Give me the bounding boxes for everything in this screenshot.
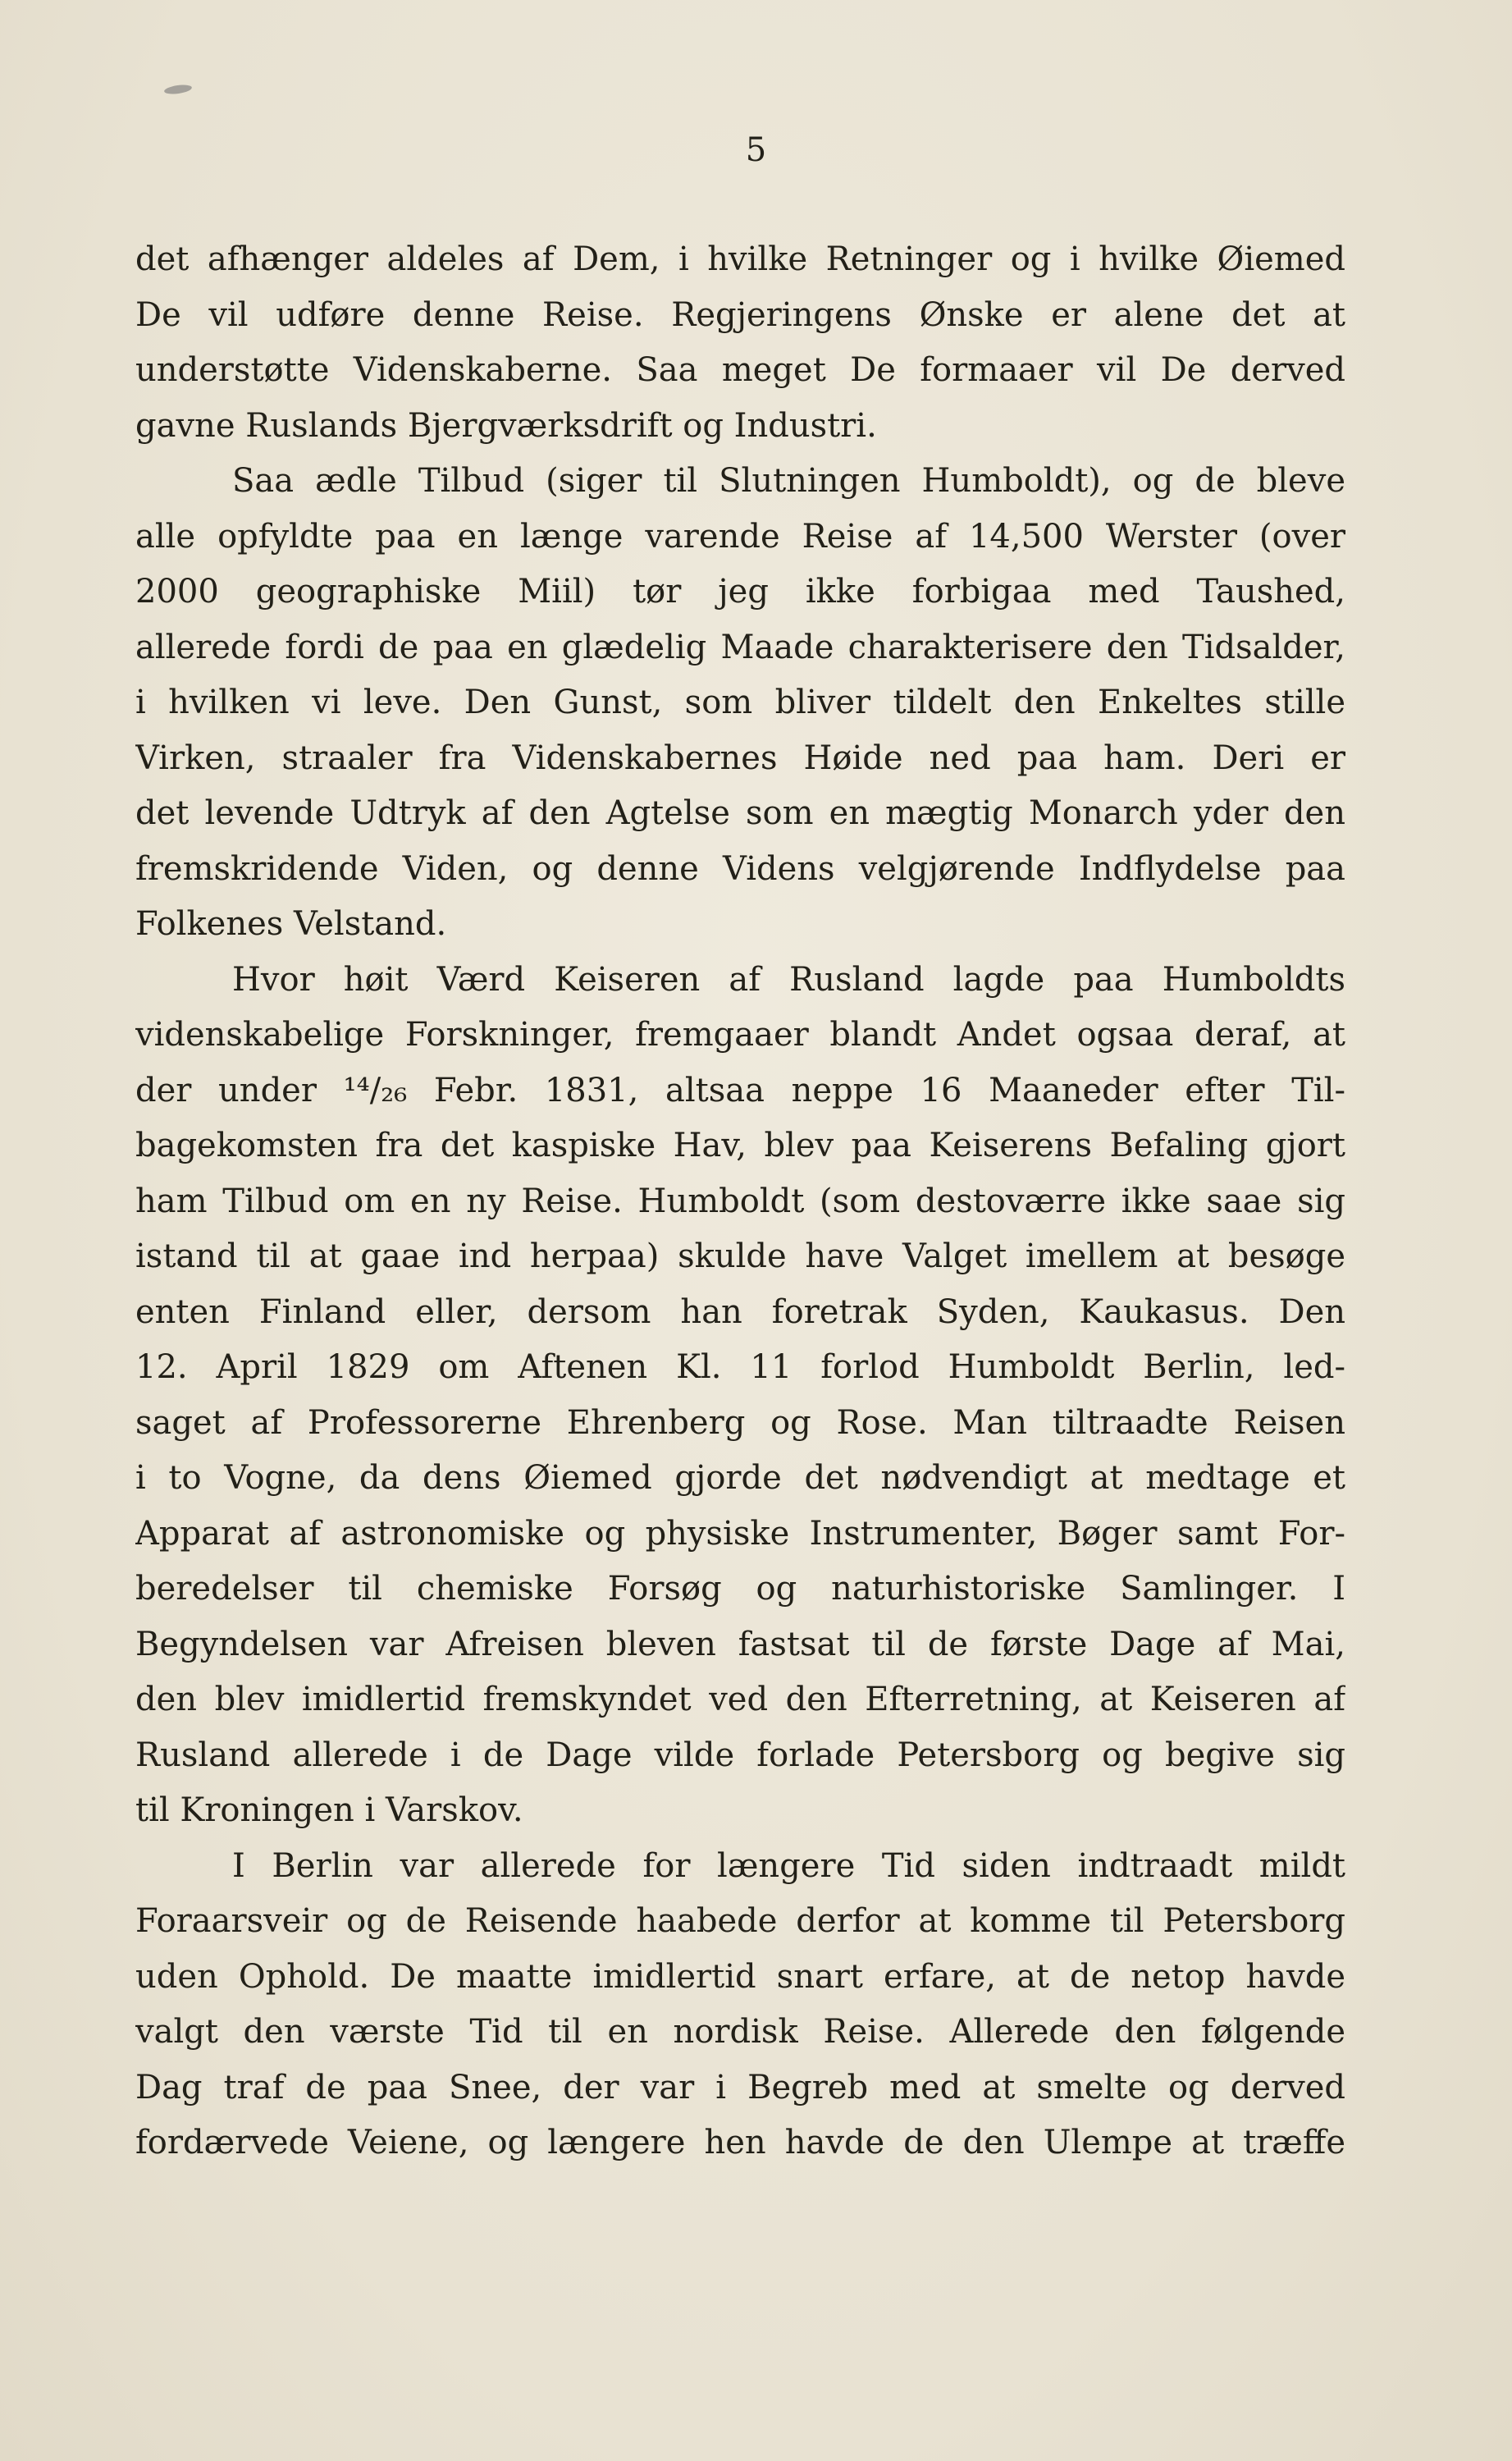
page-number: 5 <box>745 131 767 169</box>
text-line: Begyndelsen var Afreisen bleven fastsat til de første Dage af Mai, <box>135 1625 1345 1663</box>
text-line: 12. April 1829 om Aftenen Kl. 11 forlod Humboldt Berlin, led- <box>135 1348 1345 1386</box>
text-line: enten Finland eller, dersom han foretrak Syden, Kaukasus. Den <box>135 1292 1345 1331</box>
text-line: bagekomsten fra det kaspiske Hav, blev paa Keiserens Befaling gjort <box>135 1127 1345 1164</box>
text-line: i hvilken vi leve. Den Gunst, som bliver tildelt den Enkeltes stille <box>135 684 1345 721</box>
text-line: istand til at gaae ind herpaa) skulde have Valget imellem at besøge <box>135 1237 1345 1275</box>
text-line: beredelser til chemiske Forsøg og naturhistoriske Samlinger. I <box>135 1570 1345 1608</box>
text-line: saget af Professorerne Ehrenberg og Rose. Man tiltraadte Reisen <box>135 1403 1345 1442</box>
text-line: valgt den værste Tid til en nordisk Reise. Allerede den følgende <box>135 2013 1345 2051</box>
text-line: fremskridende Viden, og denne Videns velgjørende Indflydelse paa <box>135 849 1345 888</box>
text-line: i to Vogne, da dens Øiemed gjorde det nødvendigt at medtage et <box>135 1459 1345 1497</box>
text-line: til Kroningen i Varskov. <box>135 1791 523 1829</box>
text-line: Saa ædle Tilbud (siger til Slutningen Humboldt), og de bleve <box>232 462 1345 500</box>
text-line: den blev imidlertid fremskyndet ved den Efterretning, at Keiseren af <box>135 1681 1345 1718</box>
text-line: Dag traf de paa Snee, der var i Begreb med at smelte og derved <box>135 2068 1345 2106</box>
text-line: understøtte Videnskaberne. Saa meget De formaaer vil De derved <box>135 351 1345 389</box>
text-line: Folkenes Velstand. <box>135 905 447 943</box>
text-line: det afhænger aldeles af Dem, i hvilke Retninger og i hvilke Øiemed <box>135 240 1345 278</box>
text-line: alle opfyldte paa en længe varende Reise af 14,500 Werster (over <box>135 517 1345 556</box>
text-line: 2000 geographiske Miil) tør jeg ikke forbigaa med Taushed, <box>135 573 1345 611</box>
text-line: Foraarsveir og de Reisende haabede derfor at komme til Petersborg <box>135 1902 1345 1940</box>
text-line: uden Ophold. De maatte imidlertid snart erfare, at de netop havde <box>135 1957 1345 1996</box>
body-text <box>135 232 1345 2171</box>
text-line: videnskabelige Forskninger, fremgaaer blandt Andet ogsaa deraf, at <box>135 1016 1345 1054</box>
text-line: det levende Udtryk af den Agtelse som en mægtig Monarch yder den <box>135 794 1345 832</box>
text-line: der under ¹⁴/₂₆ Febr. 1831, altsaa neppe 16 Maaneder efter Til- <box>135 1071 1345 1109</box>
text-line: allerede fordi de paa en glædelig Maade charakterisere den Tidsalder, <box>135 628 1345 666</box>
text-line: Apparat af astronomiske og physiske Instrumenter, Bøger samt For- <box>135 1514 1345 1553</box>
text-line: De vil udføre denne Reise. Regjeringens Ønske er alene det at <box>135 295 1345 334</box>
text-line: Virken, straaler fra Videnskabernes Høide ned paa ham. Deri er <box>135 739 1345 777</box>
text-line: fordærvede Veiene, og længere hen havde de den Ulempe at træffe <box>135 2124 1345 2161</box>
text-line: Rusland allerede i de Dage vilde forlade Petersborg og begive sig <box>135 1736 1345 1774</box>
text-line: Hvor høit Værd Keiseren af Rusland lagde paa Humboldts <box>232 960 1345 999</box>
text-line: gavne Ruslands Bjergværksdrift og Industri. <box>135 406 877 445</box>
ink-smudge <box>163 84 192 96</box>
text-line: ham Tilbud om en ny Reise. Humboldt (som destoværre ikke saae sig <box>135 1182 1345 1220</box>
text-line: I Berlin var allerede for længere Tid siden indtraadt mildt <box>232 1846 1345 1885</box>
